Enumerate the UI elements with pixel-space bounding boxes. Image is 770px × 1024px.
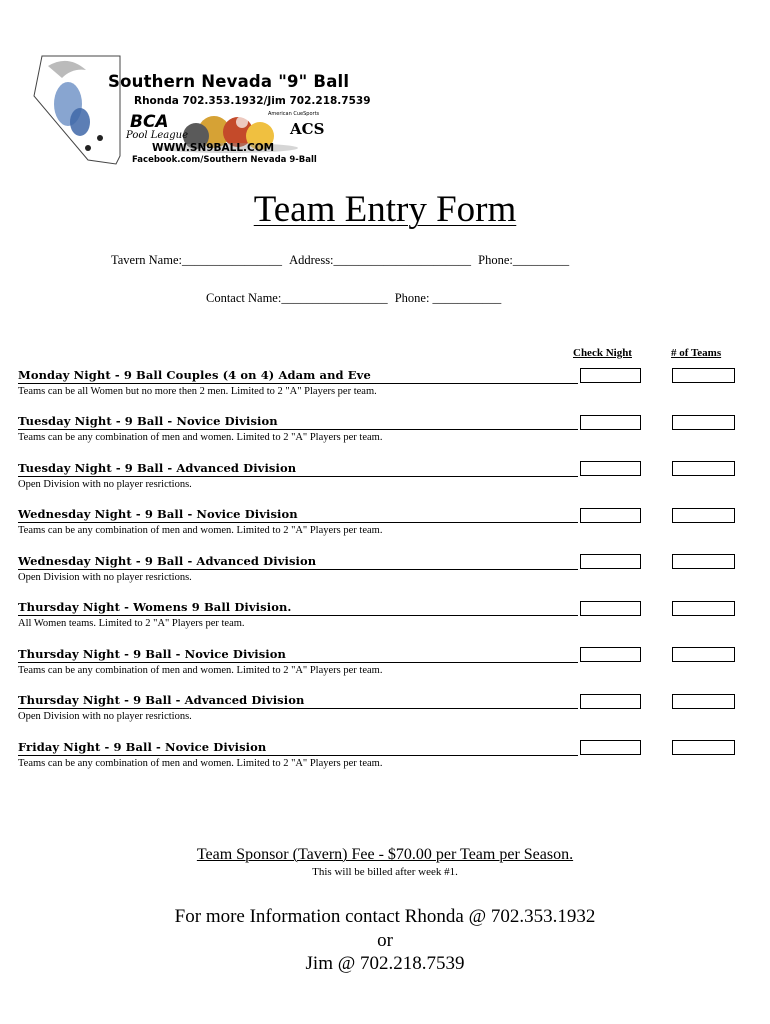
contact-line-rhonda: For more Information contact Rhonda @ 702.353.1932 xyxy=(174,906,596,927)
entry-desc: Teams can be any combination of men and women. Limited to 2 "A" Players per team. xyxy=(18,758,383,769)
entry-tuesday-advanced xyxy=(18,461,578,490)
contact-line-jim: Jim @ 702.218.7539 xyxy=(305,953,465,974)
acs-small-text: American CueSports xyxy=(268,111,320,117)
entry-title: Thursday Night - Womens 9 Ball Division. xyxy=(18,600,578,616)
acs-logo-text: ACS xyxy=(290,120,325,138)
check-night-box-tuesday-advanced[interactable] xyxy=(580,461,641,476)
tavern-name-field[interactable]: Tavern Name:________________ xyxy=(111,253,282,267)
contact-name-field[interactable]: Contact Name:_________________ xyxy=(206,291,388,305)
num-teams-box-friday-novice[interactable] xyxy=(672,740,735,755)
league-logo xyxy=(28,52,371,170)
check-night-header: Check Night xyxy=(573,347,632,359)
entry-title: Monday Night - 9 Ball Couples (4 on 4) Adam and Eve xyxy=(18,368,578,384)
entry-title: Thursday Night - 9 Ball - Novice Division xyxy=(18,647,578,663)
fee-note: This will be billed after week #1. xyxy=(312,866,458,878)
entry-wednesday-novice xyxy=(18,507,578,536)
entry-title: Wednesday Night - 9 Ball - Novice Division xyxy=(18,507,578,523)
entry-thursday-novice xyxy=(18,647,578,676)
check-night-box-wednesday-novice[interactable] xyxy=(580,508,641,523)
num-teams-box-monday-couples[interactable] xyxy=(672,368,735,383)
tavern-info-row xyxy=(111,253,569,268)
entry-desc: All Women teams. Limited to 2 "A" Players per team. xyxy=(18,618,245,629)
entry-thursday-advanced xyxy=(18,693,578,722)
page-title: Team Entry Form xyxy=(253,189,517,230)
sponsor-fee: Team Sponsor (Tavern) Fee - $70.00 per Team per Season. xyxy=(196,846,574,863)
entry-title: Tuesday Night - 9 Ball - Novice Division xyxy=(18,414,578,430)
check-night-box-tuesday-novice[interactable] xyxy=(580,415,641,430)
num-teams-box-thursday-novice[interactable] xyxy=(672,647,735,662)
num-teams-box-wednesday-advanced[interactable] xyxy=(672,554,735,569)
pool-league-text: Pool League xyxy=(126,130,189,141)
entry-title: Thursday Night - 9 Ball - Advanced Division xyxy=(18,693,578,709)
bca-logo-text: BCA xyxy=(130,112,169,132)
entry-title: Friday Night - 9 Ball - Novice Division xyxy=(18,740,578,756)
entry-desc: Teams can be all Women but no more then 2 men. Limited to 2 "A" Players per team. xyxy=(18,386,377,397)
entry-title: Wednesday Night - 9 Ball - Advanced Division xyxy=(18,554,578,570)
address-field[interactable]: Address:______________________ xyxy=(289,253,472,267)
tavern-phone-field[interactable]: Phone:_________ xyxy=(478,253,570,267)
logo-website: WWW.SN9BALL.COM xyxy=(152,142,275,154)
entry-desc: Open Division with no player resrictions. xyxy=(18,572,192,583)
entry-title: Tuesday Night - 9 Ball - Advanced Division xyxy=(18,461,578,477)
entry-wednesday-advanced xyxy=(18,554,578,583)
contact-info-row xyxy=(206,291,501,306)
entry-tuesday-novice xyxy=(18,414,578,443)
entry-desc: Teams can be any combination of men and women. Limited to 2 "A" Players per team. xyxy=(18,525,383,536)
logo-title: Southern Nevada "9" Ball xyxy=(108,72,350,91)
contact-line-or: or xyxy=(377,930,393,951)
num-teams-box-tuesday-advanced[interactable] xyxy=(672,461,735,476)
num-teams-box-thursday-advanced[interactable] xyxy=(672,694,735,709)
entry-desc: Open Division with no player resrictions. xyxy=(18,711,192,722)
logo-facebook: Facebook.com/Southern Nevada 9-Ball xyxy=(132,155,317,165)
check-night-box-friday-novice[interactable] xyxy=(580,740,641,755)
entry-desc: Teams can be any combination of men and women. Limited to 2 "A" Players per team. xyxy=(18,665,383,676)
num-teams-header: # of Teams xyxy=(671,347,722,359)
entry-desc: Teams can be any combination of men and women. Limited to 2 "A" Players per team. xyxy=(18,432,383,443)
check-night-box-thursday-novice[interactable] xyxy=(580,647,641,662)
entry-desc: Open Division with no player resrictions. xyxy=(18,479,192,490)
entry-thursday-womens xyxy=(18,600,578,629)
entry-friday-novice xyxy=(18,740,578,769)
contact-phone-field[interactable]: Phone: ___________ xyxy=(394,291,502,305)
check-night-box-wednesday-advanced[interactable] xyxy=(580,554,641,569)
num-teams-box-thursday-womens[interactable] xyxy=(672,601,735,616)
num-teams-box-tuesday-novice[interactable] xyxy=(672,415,735,430)
check-night-box-thursday-womens[interactable] xyxy=(580,601,641,616)
num-teams-box-wednesday-novice[interactable] xyxy=(672,508,735,523)
check-night-box-monday-couples[interactable] xyxy=(580,368,641,383)
entry-monday-couples xyxy=(18,368,578,397)
check-night-box-thursday-advanced[interactable] xyxy=(580,694,641,709)
logo-phones: Rhonda 702.353.1932/Jim 702.218.7539 xyxy=(134,95,371,107)
